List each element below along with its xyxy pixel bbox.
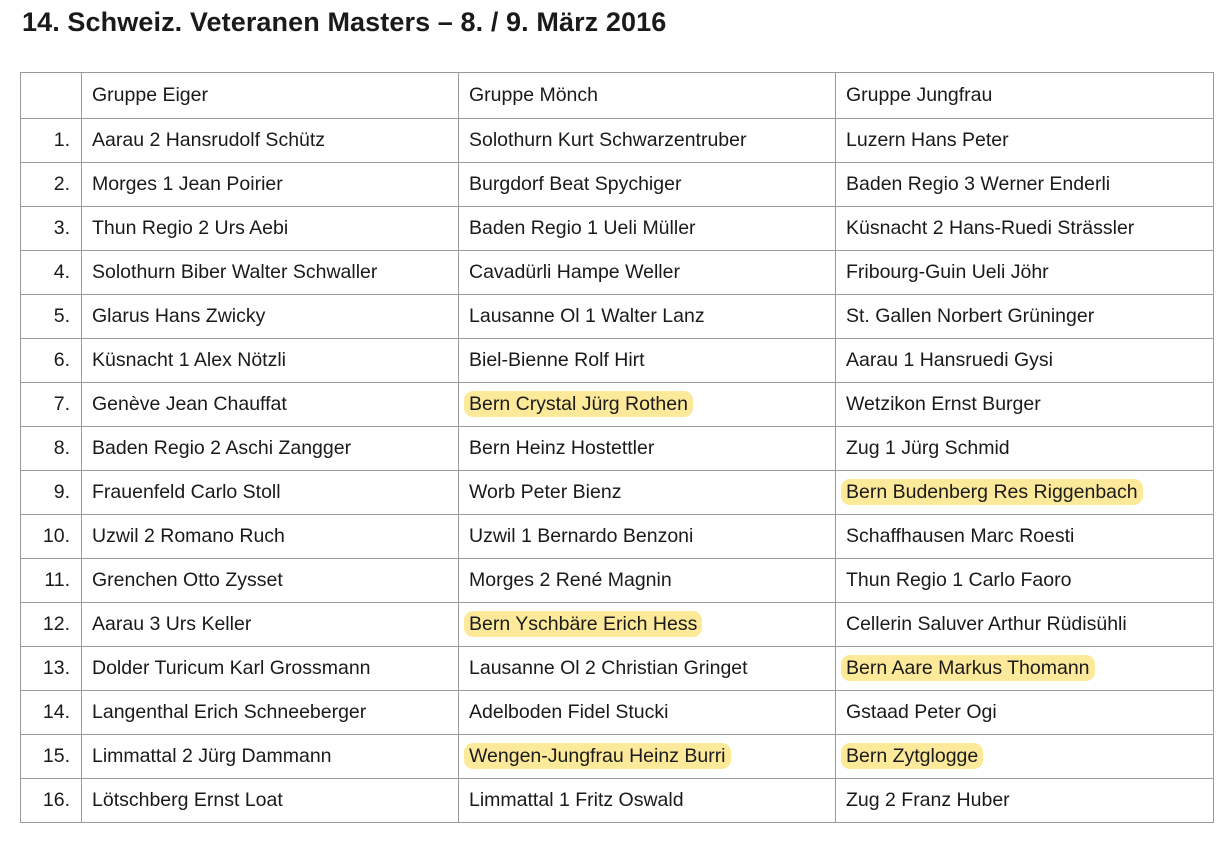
team-cell-jungfrau xyxy=(836,691,1214,735)
rank-cell: 13. xyxy=(21,647,82,691)
table-row xyxy=(21,295,1214,339)
rank-cell: 9. xyxy=(21,471,82,515)
team-cell-eiger xyxy=(82,647,459,691)
table-row xyxy=(21,207,1214,251)
rank-cell: 12. xyxy=(21,603,82,647)
team-cell-eiger xyxy=(82,339,459,383)
team-name: Limmattal 1 Fritz Oswald xyxy=(469,789,684,811)
team-cell-moench xyxy=(459,515,836,559)
header-cell-number xyxy=(21,73,82,119)
team-name: Schaffhausen Marc Roesti xyxy=(846,525,1075,547)
team-cell-eiger xyxy=(82,251,459,295)
header-cell-eiger: Gruppe Eiger xyxy=(82,73,459,119)
team-name: Lausanne Ol 1 Walter Lanz xyxy=(469,305,705,327)
team-name: Wetzikon Ernst Burger xyxy=(846,393,1041,415)
team-cell-eiger xyxy=(82,295,459,339)
team-name: Gstaad Peter Ogi xyxy=(846,701,997,723)
team-cell-moench xyxy=(459,251,836,295)
highlighted-team-name: Wengen-Jungfrau Heinz Burri xyxy=(464,743,731,769)
team-name: Aarau 2 Hansrudolf Schütz xyxy=(92,129,326,151)
team-cell-jungfrau xyxy=(836,207,1214,251)
team-name: Langenthal Erich Schneeberger xyxy=(92,701,367,723)
table-row xyxy=(21,515,1214,559)
team-cell-moench xyxy=(459,383,836,427)
rank-cell: 7. xyxy=(21,383,82,427)
team-name: Grenchen Otto Zysset xyxy=(92,569,283,591)
team-name: Adelboden Fidel Stucki xyxy=(469,701,669,723)
team-cell-moench xyxy=(459,691,836,735)
highlighted-team-name: Bern Yschbäre Erich Hess xyxy=(464,611,702,637)
team-name: Worb Peter Bienz xyxy=(469,481,622,503)
table-row xyxy=(21,779,1214,823)
team-cell-jungfrau xyxy=(836,647,1214,691)
rank-cell: 10. xyxy=(21,515,82,559)
table-row xyxy=(21,691,1214,735)
rank-cell: 2. xyxy=(21,163,82,207)
team-cell-eiger xyxy=(82,427,459,471)
team-cell-jungfrau xyxy=(836,427,1214,471)
team-cell-jungfrau xyxy=(836,735,1214,779)
team-name: Küsnacht 1 Alex Nötzli xyxy=(92,349,287,371)
team-cell-eiger xyxy=(82,691,459,735)
table-row xyxy=(21,251,1214,295)
highlighted-team-name: Bern Zytglogge xyxy=(841,743,983,769)
team-name: Aarau 3 Urs Keller xyxy=(92,613,252,635)
team-cell-moench xyxy=(459,339,836,383)
page-title: 14. Schweiz. Veteranen Masters – 8. / 9. März 2016 xyxy=(22,7,667,37)
team-name: Thun Regio 1 Carlo Faoro xyxy=(846,569,1072,591)
rank-cell: 11. xyxy=(21,559,82,603)
team-name: St. Gallen Norbert Grüninger xyxy=(846,305,1095,327)
team-name: Dolder Turicum Karl Grossmann xyxy=(92,657,371,679)
header-cell-moench: Gruppe Mönch xyxy=(459,73,836,119)
team-cell-eiger xyxy=(82,603,459,647)
team-name: Glarus Hans Zwicky xyxy=(92,305,266,327)
team-cell-eiger xyxy=(82,515,459,559)
rank-cell: 4. xyxy=(21,251,82,295)
team-cell-moench xyxy=(459,119,836,163)
rank-cell: 14. xyxy=(21,691,82,735)
table-row xyxy=(21,603,1214,647)
team-name: Lötschberg Ernst Loat xyxy=(92,789,283,811)
highlighted-team-name: Bern Aare Markus Thomann xyxy=(841,655,1095,681)
team-cell-jungfrau xyxy=(836,603,1214,647)
team-cell-eiger xyxy=(82,559,459,603)
team-cell-moench xyxy=(459,603,836,647)
team-name: Luzern Hans Peter xyxy=(846,129,1009,151)
team-cell-jungfrau xyxy=(836,779,1214,823)
team-name: Solothurn Kurt Schwarzentruber xyxy=(469,129,747,151)
team-name: Biel-Bienne Rolf Hirt xyxy=(469,349,645,371)
rank-cell: 15. xyxy=(21,735,82,779)
team-cell-moench xyxy=(459,295,836,339)
team-cell-jungfrau xyxy=(836,471,1214,515)
team-name: Cellerin Saluver Arthur Rüdisühli xyxy=(846,613,1127,635)
team-cell-moench xyxy=(459,559,836,603)
team-cell-eiger xyxy=(82,735,459,779)
team-cell-eiger xyxy=(82,383,459,427)
team-cell-moench xyxy=(459,163,836,207)
groups-table-body xyxy=(21,73,1214,823)
team-name: Thun Regio 2 Urs Aebi xyxy=(92,217,289,239)
table-row xyxy=(21,339,1214,383)
team-cell-jungfrau xyxy=(836,515,1214,559)
rank-cell: 3. xyxy=(21,207,82,251)
team-name: Küsnacht 2 Hans-Ruedi Strässler xyxy=(846,217,1135,239)
team-cell-jungfrau xyxy=(836,295,1214,339)
team-name: Baden Regio 3 Werner Enderli xyxy=(846,173,1111,195)
team-cell-jungfrau xyxy=(836,383,1214,427)
team-name: Limmattal 2 Jürg Dammann xyxy=(92,745,332,767)
team-cell-jungfrau xyxy=(836,119,1214,163)
rank-cell: 8. xyxy=(21,427,82,471)
team-cell-jungfrau xyxy=(836,251,1214,295)
table-row xyxy=(21,383,1214,427)
team-cell-moench xyxy=(459,647,836,691)
team-name: Cavadürli Hampe Weller xyxy=(469,261,680,283)
team-cell-moench xyxy=(459,207,836,251)
team-name: Genève Jean Chauffat xyxy=(92,393,287,415)
team-name: Lausanne Ol 2 Christian Gringet xyxy=(469,657,748,679)
team-cell-moench xyxy=(459,471,836,515)
table-row xyxy=(21,119,1214,163)
team-name: Aarau 1 Hansruedi Gysi xyxy=(846,349,1054,371)
team-cell-jungfrau xyxy=(836,339,1214,383)
team-cell-jungfrau xyxy=(836,559,1214,603)
table-row xyxy=(21,163,1214,207)
team-cell-moench xyxy=(459,735,836,779)
rank-cell: 1. xyxy=(21,119,82,163)
table-row xyxy=(21,427,1214,471)
highlighted-team-name: Bern Budenberg Res Riggenbach xyxy=(841,479,1143,505)
team-name: Solothurn Biber Walter Schwaller xyxy=(92,261,378,283)
header-cell-jungfrau: Gruppe Jungfrau xyxy=(836,73,1214,119)
team-name: Fribourg-Guin Ueli Jöhr xyxy=(846,261,1049,283)
team-name: Morges 1 Jean Poirier xyxy=(92,173,283,195)
team-cell-eiger xyxy=(82,779,459,823)
table-row xyxy=(21,647,1214,691)
rank-cell: 16. xyxy=(21,779,82,823)
rank-cell: 6. xyxy=(21,339,82,383)
team-cell-eiger xyxy=(82,207,459,251)
team-cell-eiger xyxy=(82,163,459,207)
team-name: Burgdorf Beat Spychiger xyxy=(469,173,682,195)
groups-table xyxy=(20,72,1214,823)
team-name: Bern Heinz Hostettler xyxy=(469,437,655,459)
table-row xyxy=(21,471,1214,515)
team-name: Uzwil 1 Bernardo Benzoni xyxy=(469,525,694,547)
team-name: Uzwil 2 Romano Ruch xyxy=(92,525,285,547)
rank-cell: 5. xyxy=(21,295,82,339)
team-name: Baden Regio 1 Ueli Müller xyxy=(469,217,696,239)
team-name: Baden Regio 2 Aschi Zangger xyxy=(92,437,352,459)
table-header-row xyxy=(21,73,1214,119)
team-name: Morges 2 René Magnin xyxy=(469,569,672,591)
team-cell-moench xyxy=(459,427,836,471)
team-name: Zug 1 Jürg Schmid xyxy=(846,437,1010,459)
team-name: Frauenfeld Carlo Stoll xyxy=(92,481,281,503)
team-name: Zug 2 Franz Huber xyxy=(846,789,1010,811)
team-cell-jungfrau xyxy=(836,163,1214,207)
team-cell-eiger xyxy=(82,471,459,515)
table-row xyxy=(21,735,1214,779)
team-cell-eiger xyxy=(82,119,459,163)
table-row xyxy=(21,559,1214,603)
highlighted-team-name: Bern Crystal Jürg Rothen xyxy=(464,391,693,417)
team-cell-moench xyxy=(459,779,836,823)
